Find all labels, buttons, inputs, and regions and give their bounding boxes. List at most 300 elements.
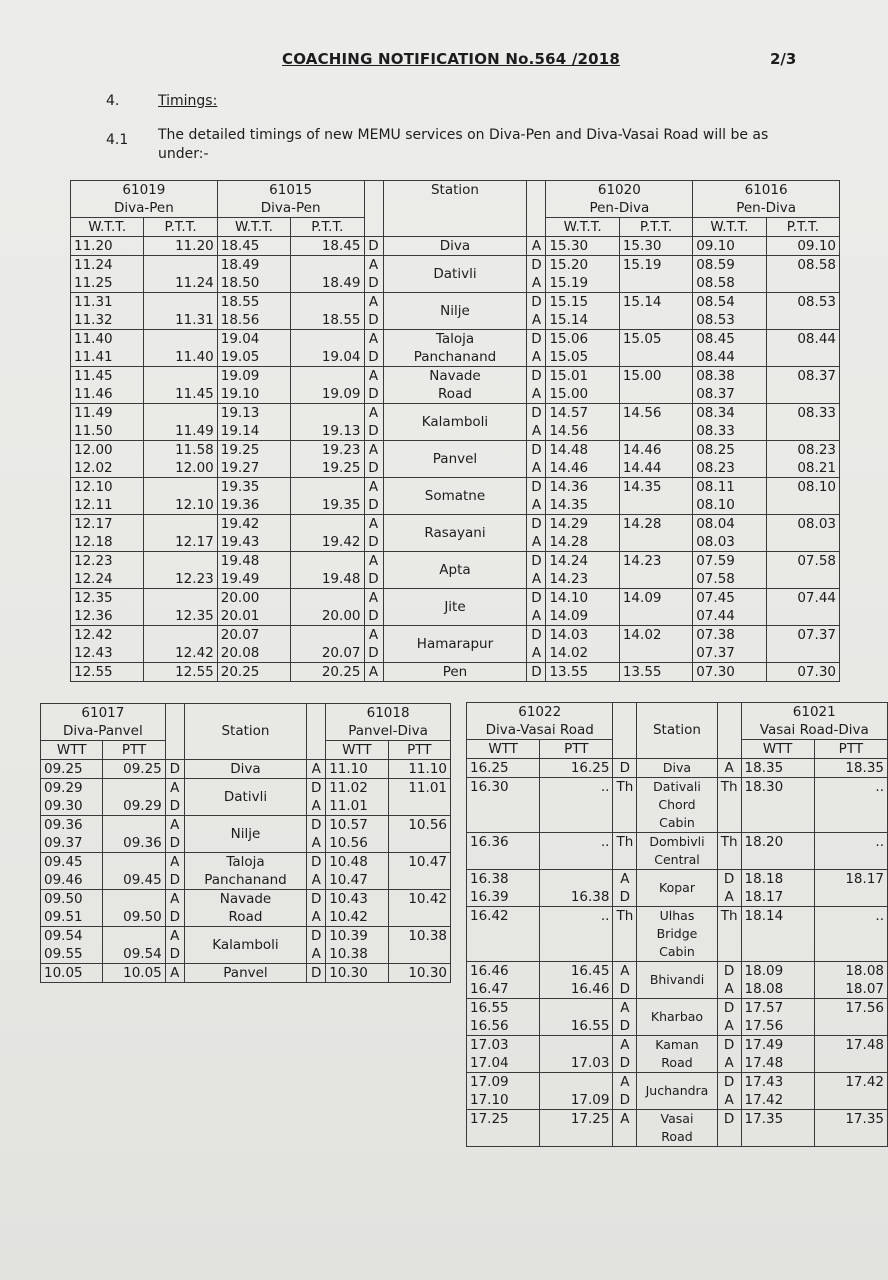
wtt-cell (741, 759, 814, 778)
wtt-cell-line: 10.30 (329, 965, 368, 981)
arr-dep-cell-line: A (531, 608, 542, 624)
station-cell-line: Kalamboli (421, 414, 489, 430)
arr-dep-cell (527, 515, 546, 552)
wtt-cell (741, 999, 814, 1036)
wtt-cell (467, 870, 540, 907)
station-cell-line: Bridge (656, 926, 698, 941)
ptt-cell (388, 964, 450, 983)
route-header: Vasai Road-Diva (759, 722, 869, 738)
station-cell-line: Panvel (223, 965, 268, 981)
wtt-cell-line: 11.32 (74, 312, 113, 328)
ptt-cell (144, 552, 217, 589)
wtt-cell (546, 663, 619, 682)
ptt-cell-line (147, 293, 213, 311)
wtt-cell-line: 14.57 (549, 405, 589, 421)
station-cell (184, 779, 306, 816)
ptt-cell (619, 367, 692, 404)
station-cell (637, 1110, 717, 1147)
station-cell (383, 589, 527, 626)
wtt-cell-line: 17.35 (744, 1111, 784, 1127)
wtt-cell-line: 08.34 (696, 405, 735, 421)
wtt-cell-line: 10.05 (44, 965, 83, 981)
wtt-cell-line: 14.02 (549, 645, 589, 661)
wtt-cell (217, 256, 290, 293)
station-cell-line: Rasayani (424, 525, 486, 541)
ptt-cell-line (106, 853, 161, 871)
ptt-cell-line: 14.44 (622, 460, 662, 476)
section-title: Timings: (158, 93, 218, 109)
ptt-cell-line (106, 816, 161, 834)
table-row (467, 833, 888, 870)
wtt-cell (467, 999, 540, 1036)
train-number-header: 61022 (518, 704, 562, 720)
arr-dep-cell-line: A (311, 835, 321, 851)
ptt-cell (388, 890, 450, 927)
station-cell-line: Jite (444, 599, 466, 615)
ptt-cell-line (623, 311, 689, 329)
wtt-cell (41, 927, 103, 964)
ptt-cell (540, 778, 613, 833)
ptt-cell (814, 778, 887, 833)
arr-dep-cell (165, 760, 184, 779)
arr-dep-header (165, 704, 184, 760)
wtt-cell (71, 237, 144, 256)
ptt-cell-line: 15.19 (622, 257, 662, 273)
ptt-cell-line (770, 570, 836, 588)
wtt-cell-line: 17.42 (744, 1092, 784, 1108)
ptt-cell-line: 19.35 (321, 497, 361, 513)
ptt-cell-line (147, 589, 213, 607)
station-cell (383, 367, 527, 404)
wtt-cell (71, 293, 144, 330)
wtt-cell-line: 18.56 (220, 312, 260, 328)
wtt-cell-line: 19.36 (220, 497, 260, 513)
ptt-cell-line: 10.30 (408, 965, 447, 981)
wtt-cell-line: 12.18 (74, 534, 113, 550)
ptt-cell (766, 589, 839, 626)
arr-dep-cell-line: D (368, 497, 379, 513)
wtt-cell (41, 890, 103, 927)
arr-dep-cell-line: D (368, 534, 379, 550)
arr-dep-cell (613, 778, 637, 833)
ptt-cell-line: 16.38 (570, 889, 610, 905)
wtt-cell (467, 833, 540, 870)
wtt-cell (546, 552, 619, 589)
arr-dep-cell-line: Th (720, 908, 738, 924)
arr-dep-cell-line: A (170, 817, 180, 833)
ptt-cell-line (818, 888, 884, 906)
arr-dep-cell (613, 907, 637, 962)
arr-dep-cell-line: A (311, 909, 321, 925)
arr-dep-cell (364, 367, 383, 404)
ptt-cell (388, 816, 450, 853)
wtt-cell-line: 20.00 (220, 590, 260, 606)
wtt-cell-line: 17.49 (744, 1037, 784, 1053)
ptt-cell-line (818, 1017, 884, 1035)
ptt-header: P.T.T. (619, 218, 692, 237)
ptt-cell-line: 20.07 (321, 645, 361, 661)
ptt-cell-line: 20.25 (321, 664, 361, 680)
wtt-cell (467, 907, 540, 962)
wtt-cell-line: 19.35 (220, 479, 260, 495)
station-header (184, 704, 306, 760)
wtt-cell-line: 11.31 (74, 294, 113, 310)
wtt-cell-line: 12.36 (74, 608, 113, 624)
wtt-cell (546, 237, 619, 256)
ptt-cell (540, 833, 613, 870)
wtt-cell-line: 17.25 (470, 1111, 509, 1127)
ptt-cell (814, 870, 887, 907)
ptt-cell (540, 1073, 613, 1110)
ptt-cell-line: 11.20 (175, 238, 214, 254)
ptt-cell-line: 14.28 (622, 516, 662, 532)
route-header: Diva-Pen (217, 199, 364, 218)
arr-dep-cell-line: A (531, 386, 542, 402)
arr-dep-cell-line: D (531, 257, 542, 273)
arr-dep-cell (364, 626, 383, 663)
ptt-cell-line (770, 607, 836, 625)
station-cell (184, 760, 306, 779)
wtt-cell-line: 18.35 (744, 760, 784, 776)
arr-dep-cell-line: D (531, 516, 542, 532)
arr-dep-cell (364, 293, 383, 330)
station-cell (383, 663, 527, 682)
ptt-cell (619, 663, 692, 682)
ptt-cell-line: 09.36 (123, 835, 162, 851)
station-cell-line: Dativli (433, 266, 477, 282)
wtt-cell-line: 12.35 (74, 590, 113, 606)
ptt-cell-line: 14.09 (622, 590, 662, 606)
arr-dep-cell (717, 1036, 741, 1073)
ptt-cell (619, 478, 692, 515)
table-row (41, 779, 451, 816)
arr-dep-cell-line: A (724, 1018, 734, 1034)
station-cell (637, 1073, 717, 1110)
wtt-cell-line: 17.09 (470, 1074, 509, 1090)
arr-dep-cell-line: D (531, 553, 542, 569)
wtt-cell (217, 237, 290, 256)
wtt-cell (741, 907, 814, 962)
arr-dep-cell (527, 441, 546, 478)
wtt-cell-line: 16.56 (470, 1018, 509, 1034)
arr-dep-cell-line: D (531, 331, 542, 347)
ptt-cell-line: 11.01 (408, 780, 447, 796)
station-cell-line: Panchanand (413, 349, 497, 365)
table-row (71, 441, 840, 478)
arr-dep-cell-line: A (311, 872, 321, 888)
wtt-cell (741, 1110, 814, 1147)
ptt-cell-line: 18.07 (845, 981, 884, 997)
arr-dep-cell (364, 256, 383, 293)
wtt-cell (71, 589, 144, 626)
wtt-cell-line: 18.30 (744, 779, 784, 795)
ptt-cell-line: 10.56 (408, 817, 447, 833)
ptt-cell (291, 626, 364, 663)
wtt-cell (71, 626, 144, 663)
wtt-cell (326, 927, 388, 964)
wtt-cell-line: 18.14 (744, 908, 784, 924)
arr-dep-cell-line: D (169, 761, 180, 777)
wtt-cell-line: 15.00 (549, 386, 589, 402)
station-cell-line: Taloja (226, 854, 265, 870)
wtt-cell-line: 11.01 (329, 798, 368, 814)
table-row (71, 663, 840, 682)
wtt-cell (546, 626, 619, 663)
station-cell-line: Cabin (659, 815, 695, 830)
wtt-cell (741, 870, 814, 907)
wtt-cell (217, 663, 290, 682)
wtt-cell (741, 778, 814, 833)
wtt-cell-line: 11.49 (74, 405, 113, 421)
wtt-cell (217, 367, 290, 404)
wtt-cell (326, 760, 388, 779)
ptt-cell-line (623, 570, 689, 588)
station-header: Station (383, 181, 527, 237)
arr-dep-cell-line: D (169, 835, 180, 851)
wtt-header: WTT (467, 740, 540, 759)
arr-dep-cell (364, 237, 383, 256)
wtt-cell-line: 10.38 (329, 946, 368, 962)
ptt-cell-line (770, 348, 836, 366)
arr-dep-cell (527, 626, 546, 663)
wtt-cell-line: 16.30 (470, 779, 509, 795)
ptt-header: PTT (103, 741, 165, 760)
train-header (741, 703, 887, 740)
arr-dep-cell-line: A (170, 780, 180, 796)
arr-dep-cell-line: D (531, 405, 542, 421)
ptt-cell-line: 16.46 (570, 981, 610, 997)
ptt-cell-line: 18.35 (845, 760, 884, 776)
ptt-cell-line (294, 367, 360, 385)
ptt-cell-line (623, 274, 689, 292)
arr-dep-cell (527, 589, 546, 626)
station-cell-line: Cabin (659, 944, 695, 959)
wtt-cell-line: 12.23 (74, 553, 113, 569)
arr-dep-cell (717, 907, 741, 962)
train-number-header: 61019 (71, 181, 218, 200)
ptt-cell (144, 589, 217, 626)
arr-dep-cell-line: D (619, 1055, 631, 1071)
arr-dep-cell-line: A (368, 405, 379, 421)
wtt-cell (41, 964, 103, 983)
ptt-cell (540, 759, 613, 778)
arr-dep-cell (527, 663, 546, 682)
wtt-cell-line: 16.42 (470, 908, 509, 924)
ptt-cell (388, 779, 450, 816)
ptt-cell-line (392, 871, 447, 889)
wtt-header: W.T.T. (693, 218, 766, 237)
arr-dep-cell (165, 853, 184, 890)
station-header-label: Station (221, 723, 270, 739)
ptt-cell-line: 08.37 (797, 368, 836, 384)
arr-dep-cell (613, 833, 637, 870)
arr-dep-cell-line: A (170, 854, 180, 870)
arr-dep-cell-line: A (368, 590, 379, 606)
route-header: Pen-Diva (693, 199, 840, 218)
ptt-cell (540, 999, 613, 1036)
train-header (326, 704, 451, 741)
ptt-cell (103, 779, 165, 816)
ptt-cell-line (392, 908, 447, 926)
ptt-cell-line: 19.23 (321, 442, 361, 458)
ptt-cell (619, 515, 692, 552)
arr-dep-cell (717, 1073, 741, 1110)
arr-dep-cell-line: D (531, 442, 542, 458)
ptt-cell-line (623, 385, 689, 403)
station-cell-line: Diva (230, 761, 261, 777)
station-cell (383, 478, 527, 515)
arr-dep-cell (364, 404, 383, 441)
ptt-cell (103, 816, 165, 853)
arr-dep-cell (717, 759, 741, 778)
wtt-cell-line: 16.38 (470, 871, 509, 887)
arr-dep-cell (613, 759, 637, 778)
ptt-cell (144, 367, 217, 404)
wtt-cell-line: 08.44 (696, 349, 735, 365)
wtt-cell (693, 478, 766, 515)
station-cell (184, 927, 306, 964)
table-row (71, 330, 840, 367)
wtt-cell (71, 552, 144, 589)
table-row (41, 853, 451, 890)
wtt-cell-line: 12.00 (74, 442, 113, 458)
table-row (41, 964, 451, 983)
arr-dep-cell-line: D (169, 872, 180, 888)
wtt-cell-line: 08.23 (696, 460, 735, 476)
arr-dep-cell-line: A (311, 798, 321, 814)
ptt-cell-line: 14.23 (622, 553, 662, 569)
wtt-cell-line: 08.45 (696, 331, 735, 347)
wtt-header: WTT (741, 740, 814, 759)
table-row (71, 256, 840, 293)
wtt-cell-line: 16.46 (470, 963, 509, 979)
wtt-cell (741, 962, 814, 999)
station-cell-line: Kaman (655, 1037, 699, 1052)
wtt-cell-line: 14.24 (549, 553, 589, 569)
arr-dep-cell-line: D (619, 1018, 631, 1034)
wtt-cell-line: 12.24 (74, 571, 113, 587)
wtt-cell-line: 09.37 (44, 835, 83, 851)
ptt-cell-line (543, 1073, 609, 1091)
ptt-header: PTT (388, 741, 450, 760)
wtt-cell-line: 19.27 (220, 460, 260, 476)
ptt-cell (814, 999, 887, 1036)
ptt-cell-line (106, 779, 161, 797)
wtt-cell-line: 19.05 (220, 349, 260, 365)
wtt-cell (217, 589, 290, 626)
arr-dep-cell (165, 779, 184, 816)
ptt-cell-line (770, 533, 836, 551)
arr-dep-cell-line: D (368, 423, 379, 439)
ptt-cell (766, 663, 839, 682)
arr-dep-header (717, 703, 741, 759)
ptt-cell-line (147, 330, 213, 348)
wtt-header: W.T.T. (217, 218, 290, 237)
arr-dep-cell-line: A (531, 312, 542, 328)
ptt-cell (619, 626, 692, 663)
route-header: Diva-Panvel (63, 723, 143, 739)
wtt-cell (326, 779, 388, 816)
wtt-cell-line: 19.13 (220, 405, 260, 421)
ptt-cell-line (294, 330, 360, 348)
wtt-cell (41, 779, 103, 816)
wtt-cell-line: 20.07 (220, 627, 260, 643)
ptt-cell (766, 626, 839, 663)
ptt-cell-line (543, 1036, 609, 1054)
wtt-cell-line: 09.10 (696, 238, 735, 254)
ptt-cell (766, 478, 839, 515)
wtt-cell-line: 09.55 (44, 946, 83, 962)
ptt-cell (144, 404, 217, 441)
wtt-cell-line: 11.50 (74, 423, 113, 439)
ptt-cell-line (294, 515, 360, 533)
wtt-cell-line: 16.36 (470, 834, 509, 850)
ptt-cell-line: 11.31 (175, 312, 214, 328)
section-number: 4. (106, 93, 120, 109)
ptt-cell-line (106, 927, 161, 945)
wtt-header: WTT (326, 741, 388, 760)
wtt-cell (546, 330, 619, 367)
arr-dep-cell (364, 478, 383, 515)
wtt-cell-line: 10.43 (329, 891, 368, 907)
wtt-cell-line: 09.30 (44, 798, 83, 814)
ptt-cell-line: 07.37 (797, 627, 836, 643)
wtt-cell-line: 14.23 (549, 571, 589, 587)
station-cell (383, 237, 527, 256)
station-cell-line: Vasai (660, 1111, 694, 1126)
station-cell (383, 515, 527, 552)
station-cell-line: Road (228, 909, 263, 925)
wtt-cell-line: 11.10 (329, 761, 368, 777)
ptt-cell (144, 663, 217, 682)
arr-dep-cell (307, 760, 326, 779)
wtt-cell-line: 08.54 (696, 294, 735, 310)
station-cell (383, 404, 527, 441)
wtt-cell (217, 626, 290, 663)
wtt-cell-line: 19.25 (220, 442, 260, 458)
wtt-cell-line: 09.45 (44, 854, 83, 870)
ptt-cell (540, 870, 613, 907)
station-cell (637, 759, 717, 778)
ptt-cell (540, 962, 613, 999)
ptt-cell-line: 12.55 (175, 664, 214, 680)
ptt-cell-line: 16.25 (570, 760, 610, 776)
table-row (71, 237, 840, 256)
ptt-cell (291, 441, 364, 478)
ptt-cell-line: 19.25 (321, 460, 361, 476)
arr-dep-cell-line: D (368, 608, 379, 624)
ptt-cell-line: 19.09 (321, 386, 361, 402)
ptt-cell (619, 552, 692, 589)
station-cell (184, 964, 306, 983)
station-cell (383, 330, 527, 367)
arr-dep-cell-line: D (723, 1111, 735, 1127)
ptt-cell-line: 08.33 (797, 405, 836, 421)
arr-dep-cell-line: A (724, 760, 734, 776)
table-row (71, 626, 840, 663)
wtt-cell (546, 589, 619, 626)
ptt-cell-line: 10.05 (123, 965, 162, 981)
ptt-cell-line: 11.49 (175, 423, 214, 439)
arr-dep-header (527, 181, 546, 237)
station-cell-line: Pen (442, 664, 468, 680)
arr-dep-cell (307, 853, 326, 890)
wtt-cell-line: 12.43 (74, 645, 113, 661)
ptt-cell (619, 404, 692, 441)
ptt-cell-line (623, 533, 689, 551)
wtt-cell-line: 08.25 (696, 442, 735, 458)
wtt-cell (693, 237, 766, 256)
